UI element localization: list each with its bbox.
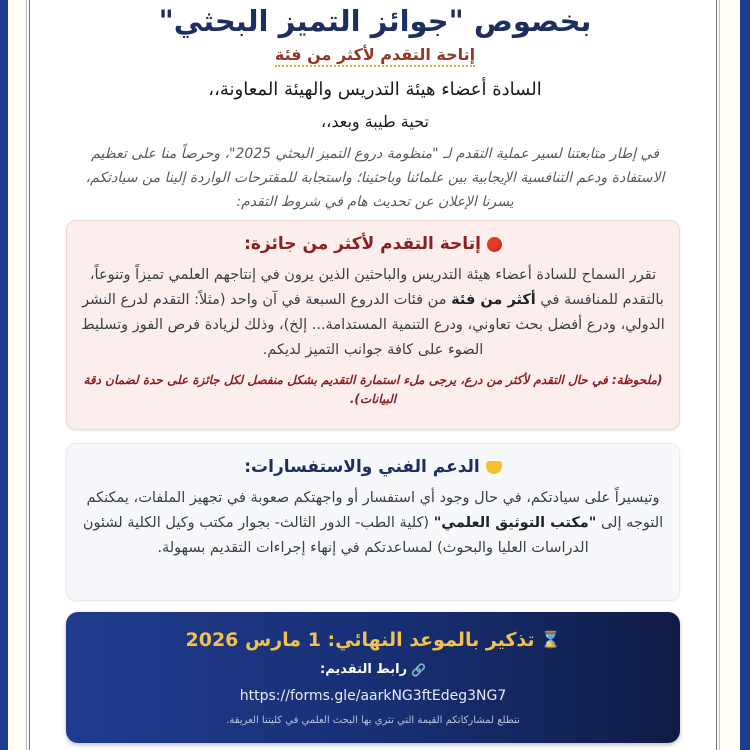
deadline-heading [80, 626, 666, 654]
page-frame-right [740, 0, 750, 750]
page-subtitle [34, 44, 716, 66]
support-heading-text: الدعم الفني والاستفسارات: [244, 457, 480, 477]
red-circle-icon [487, 237, 502, 252]
deadline-heading-text: تذكير بالموعد النهائي: 1 مارس 2026 [185, 629, 535, 651]
deadline-card [66, 612, 680, 743]
body-text: من فئات الدروع السبعة في آن واحد (مثلاً: التقدم لدرع النشر الدولي، ودرع أفضل بحث تعاوني، ودرع التنمية المستدامة... إلخ)، وذلك لزيادة فرص الفوز وتسليط الضوء على كافة جوانب التميز لديكم. [81, 292, 665, 358]
page-margin-left [8, 0, 26, 750]
support-body [81, 486, 665, 561]
hourglass-icon: ⌛ [540, 630, 561, 649]
multi-category-heading [81, 231, 665, 257]
multi-category-note: (ملحوظة: في حال التقدم لأكثر من درع، يرجى ملء استمارة التقديم بشكل منفصل لكل جائزة على حدة لضمان دقة البيانات). [83, 373, 663, 406]
page-title: بخصوص "جوائز التميز البحثي" [158, 4, 592, 38]
salutation: السادة أعضاء هيئة التدريس والهيئة المعاونة،، [208, 79, 542, 100]
body-text: تقرر السماح للسادة أعضاء هيئة التدريس والباحثين الذين يرون في إنتاجهم العلمي تميزاً وتنوعاً، بالتقدم للمنافسة في [89, 267, 664, 308]
multi-category-heading-text: إتاحة التقدم لأكثر من جائزة: [244, 234, 481, 254]
multi-category-body [81, 263, 665, 363]
link-icon: 🔗 [411, 663, 427, 677]
announcement-page [34, 0, 716, 750]
page-rule-left [26, 0, 30, 750]
support-heading [81, 454, 665, 480]
support-card [66, 443, 680, 601]
closing-note: نتطلع لمشاركاتكم القيمة التي تثري بها البحث العلمي في كليتنا العريقة. [226, 715, 520, 726]
body-emphasis: أكثر من فئة [451, 292, 536, 308]
intro-paragraph: في إطار متابعتنا لسير عملية التقدم لـ "منظومة دروع التميز البحثي 2025"، وحرصاً منا على تعظيم الاستفادة ودعم التنافسية الإيجابية بين علمائنا وباحثينا؛ واستجابة للمقترحات الواردة إلينا من سيادتكم، يسرنا الإعلان عن تحديث هام في شروط التقدم: [85, 146, 665, 210]
application-link[interactable]: https://forms.gle/aarkNG3ftEdeg3NG7 [239, 688, 507, 704]
body-text: وتيسيراً على سيادتكم، في حال وجود أي استفسار أو واجهتكم صعوبة في تجهيز الملفات، يمكنكم التوجه إلى [86, 490, 664, 531]
application-link-label [80, 660, 666, 680]
multi-category-card [66, 220, 680, 430]
application-link-label-text: رابط التقديم: [320, 662, 408, 677]
body-text: (كلية الطب- الدور الثالث- بجوار مكتب وكيل الكلية لشئون الدراسات العليا والبحوث) لمساعدتكم في إنهاء إجراءات التقديم بسهولة. [82, 515, 589, 556]
greeting: تحية طيبة وبعد،، [321, 112, 429, 131]
page-margin-right [720, 0, 740, 750]
handshake-icon [486, 461, 502, 474]
subtitle-text: إتاحة التقدم لأكثر من فئة [275, 45, 475, 67]
office-name: "مكتب التوثيق العلمي" [433, 515, 597, 531]
page-rule-right [716, 0, 720, 750]
application-link-row [80, 680, 666, 706]
page-frame-left [0, 0, 8, 750]
